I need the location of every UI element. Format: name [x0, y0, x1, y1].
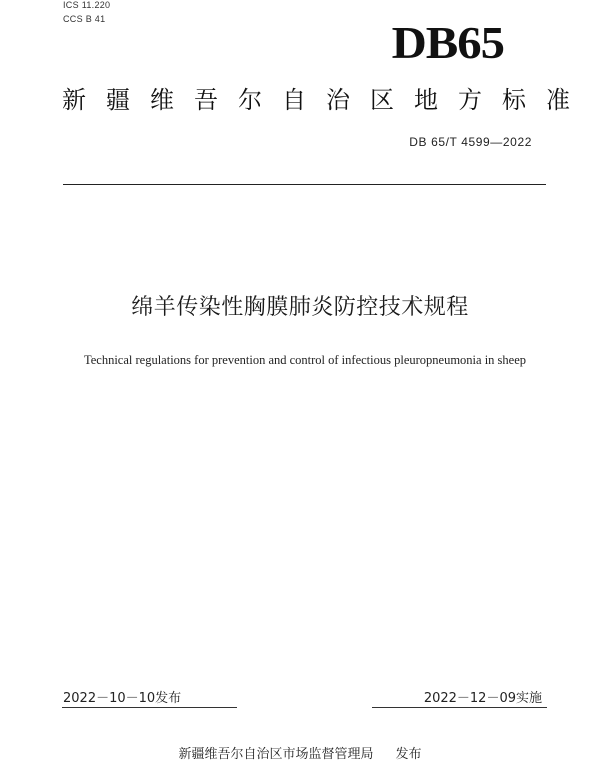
- ics-code: ICS 11.220: [63, 0, 111, 10]
- issuer-action: 发布: [395, 747, 422, 762]
- document-title-zh: 绵羊传染性胸膜肺炎防控技术规程: [131, 295, 469, 320]
- ccs-code: CCS B 41: [63, 14, 106, 24]
- implementation-date-underline: [372, 707, 547, 708]
- standard-number: DB 65/T 4599—2022: [409, 135, 532, 149]
- implementation-date: 2022－12－09实施: [423, 691, 542, 706]
- issue-date-underline: [62, 707, 237, 708]
- document-title-en: Technical regulations for prevention and control of infectious pleuropneumonia in sheep: [83, 353, 527, 367]
- issuer-name: 新疆维吾尔自治区市场监督管理局: [178, 747, 374, 762]
- header-divider: [63, 184, 546, 185]
- standard-type: 新疆维吾尔自治区地方标准: [62, 86, 590, 114]
- issuing-authority: [0, 743, 600, 762]
- db-logo: DB65: [391, 17, 504, 68]
- issue-date: 2022－10－10发布: [63, 691, 182, 706]
